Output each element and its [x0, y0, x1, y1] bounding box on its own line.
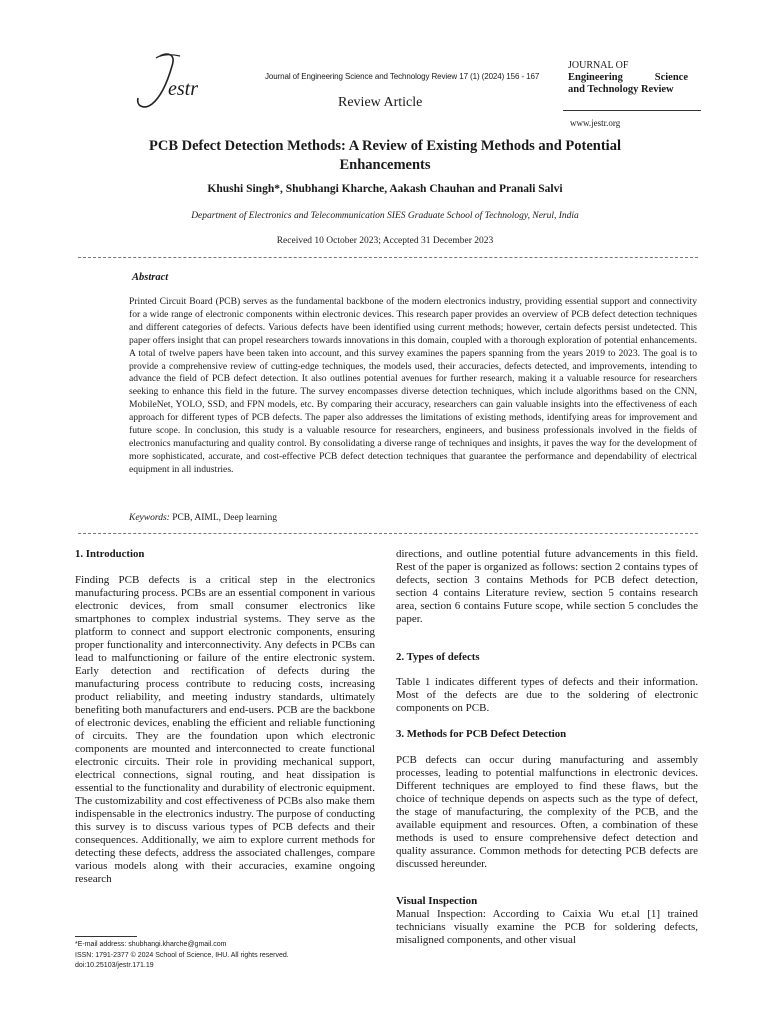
journal-box-rule [563, 110, 701, 111]
keywords-line [129, 513, 277, 523]
paper-authors: Khushi Singh*, Shubhangi Kharche, Aakash Chauhan and Pranali Salvi [207, 183, 563, 195]
section-3-text: PCB defects can occur during manufacturing and assembly processes, leading to potential malfunctions in electronic devices. Different techniques are employed to find these flaws, but the choice of technique depends on aspects such as the type of defect, the stage of manufacturing, the complexity of the PCB, and the available equipment and resources. Often, a combination of these methods is used to ensure comprehensive defect detection and quality assurance. Common methods for detecting PCB defects are discussed hereunder. [396, 754, 698, 870]
footnote-rule [75, 936, 137, 937]
received-dates: Received 10 October 2023; Accepted 31 December 2023 [276, 236, 494, 246]
footnote-doi: doi:10.25103/jestr.171.19 [75, 962, 154, 969]
logo-wordmark: estr [168, 78, 198, 100]
section-2-text: Table 1 indicates different types of defects and their information. Most of the defects are due to the soldering of electronic components on PCB. [396, 676, 698, 714]
journal-name-line2: and Technology Review [568, 84, 674, 95]
section-3-heading: 3. Methods for PCB Defect Detection [396, 728, 567, 740]
keywords-label: Keywords: [129, 513, 170, 523]
keywords-values: PCB, AIML, Deep learning [172, 513, 277, 523]
section-1-text: Finding PCB defects is a critical step in the electronics manufacturing process. PCBs are an essential component in various electronic devices, from small consumer electronics like smartphones to complex industrial systems. They serve as the platform to connect and support electronic components, ensuring proper functionality and interconnectivity. Any defects in PCBs can lead to malfunctioning or failure of the entire electronic system. Early detection and rectification of defects during the manufacturing process contribute to reducing costs, increasing product reliability, and meeting industry standards, ultimately benefiting both manufacturers and end-users. PCB are the backbone of electronic devices, enabling the efficient and reliable functioning of circuits. They are the foundation upon which electronic components are mounted and interconnected to create functional electronic circuits. Their role in providing mechanical support, electrical connections, signal routing, and heat dissipation is essential to the functionality and durability of electronic equipment. The customizability and cost effectiveness of PCBs also make them indispensable in the electronics industry. The purpose of conducting this survey is to discuss various types of PCB defects and their consequences. Additionally, we aim to explore current methods for detecting these defects, address the associated challenges, compare various models along with their accuracies, examine ongoing research [75, 574, 375, 885]
divider-bottom [78, 533, 698, 534]
journal-name-engineering: Engineering [568, 72, 623, 83]
journal-name-box [568, 60, 688, 96]
journal-name-science: Science [654, 72, 688, 83]
section-1-continued: directions, and outline potential future advancements in this field. Rest of the paper is organized as follows: section 2 contains types of defects, section 3 contains Methods for PCB defect detection, section 4 contains Literature review, section 5 contains research area, section 6 contains Future scope, while section 5 concludes the paper. [396, 548, 698, 625]
section-1-heading: 1. Introduction [75, 548, 145, 560]
journal-website-link[interactable]: www.jestr.org [570, 118, 621, 128]
article-type: Review Article [338, 95, 423, 110]
section-2-heading: 2. Types of defects [396, 651, 480, 663]
abstract-text: Printed Circuit Board (PCB) serves as the fundamental backbone of the modern electronics industry, providing essential support and connectivity for a wide range of electronic components within electronic devices. This research paper provides an overview of PCB defect detection techniques and different categories of defects. Various defects have been identified using current methods; however, certain defects persist undetected. This paper offers insight that can propel researchers towards innovations in this domain, coupled with a thorough exploration of potential enhancements. A total of twelve papers have been taken into account, and this survey examines the papers spanning from the years 2019 to 2023. The goal is to provide a comprehensive review of cutting-edge techniques, the models used, their accuracies, defects detected, and improvements, intending to advance the field of PCB defect detection. It also outlines potential avenues for further research, making it a valuable resource for researchers seeking to enhance this field in the future. The survey encompasses diverse detection techniques, which include algorithms based on the CNN, MobileNet, YOLO, SSD, and FPN models, etc. By comparing their accuracy, researchers can gain valuable insights into the effectiveness of each approach for different types of PCB defects. The paper also addresses the limitations of existing methods, identifying areas for improvement and future scope. In conclusion, this study is a valuable resource for researchers, engineers, and business professionals involved in the fields of electronics manufacturing and quality control. By consolidating a diverse range of techniques and insights, it paves the way for the development of more sophisticated, accurate, and cost-effective PCB defect detection techniques that guarantee the performance and dependability of electrical equipment in all industries. [129, 296, 697, 475]
paper-title: PCB Defect Detection Methods: A Review of Existing Methods and Potential Enhancements [149, 138, 621, 173]
footnote-issn: ISSN: 1791-2377 © 2024 School of Science, IHU. All rights reserved. [75, 951, 289, 959]
abstract-heading: Abstract [132, 272, 169, 283]
journal-of-label: JOURNAL OF [568, 60, 629, 71]
paper-affiliation: Department of Electronics and Telecommunication SIES Graduate School of Technology, Nerul, India [191, 211, 579, 221]
divider-top [78, 257, 698, 258]
visual-inspection-text: Manual Inspection: According to Caixia Wu et.al [1] trained technicians visually examine the PCB for soldering defects, misaligned components, and other visual [396, 908, 698, 946]
journal-citation-line: Journal of Engineering Science and Technology Review 17 (1) (2024) 156 - 167 [265, 72, 540, 81]
footnote [75, 940, 289, 972]
footnote-email: *E-mail address: shubhangi.kharche@gmail.com [75, 941, 227, 948]
visual-inspection-heading: Visual Inspection [396, 895, 478, 907]
